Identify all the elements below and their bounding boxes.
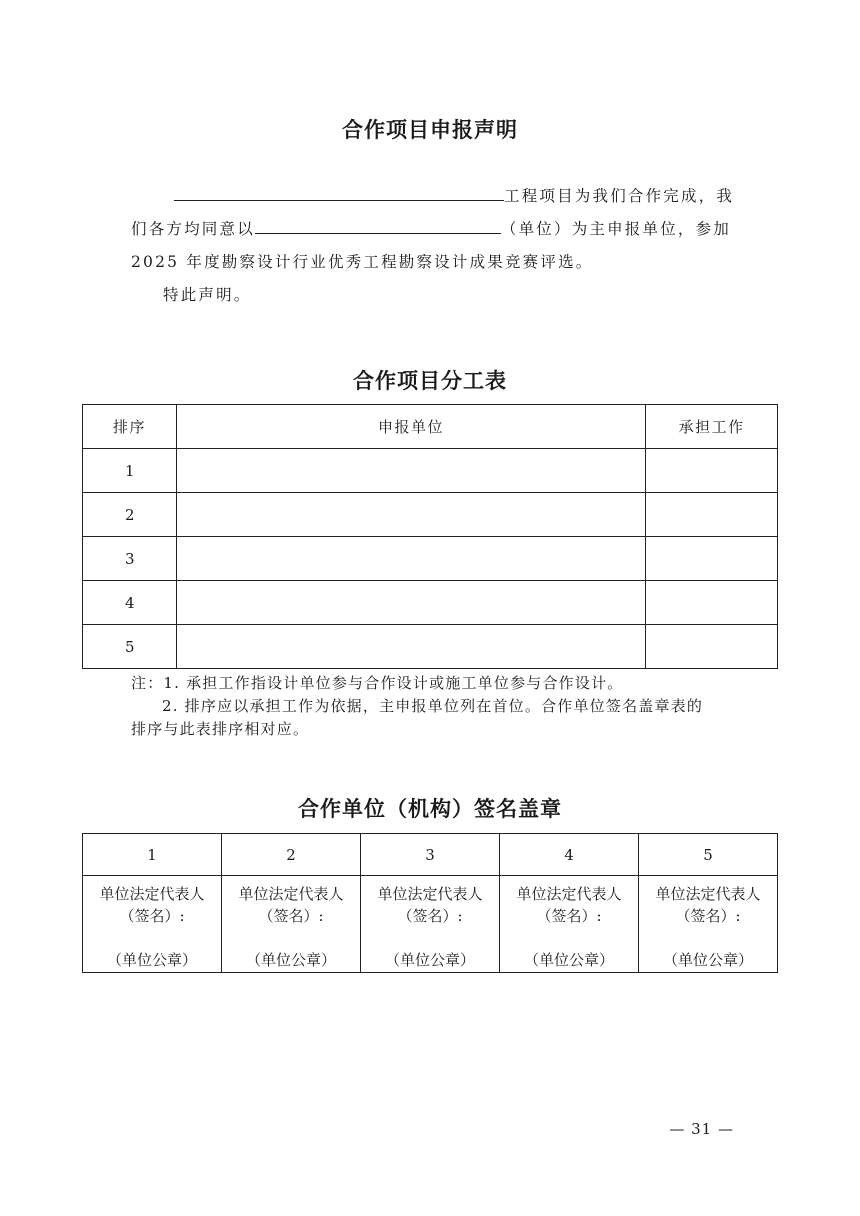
row-unit-cell[interactable] (176, 493, 645, 537)
sig-col-number: 4 (500, 834, 639, 876)
row-work-cell[interactable] (646, 581, 778, 625)
declaration-line-3: 2025 年度勘察设计行业优秀工程勘察设计成果竞赛评选。 (131, 253, 594, 271)
row-order: 4 (83, 581, 177, 625)
row-unit-cell[interactable] (176, 625, 645, 669)
sign-label: （签名）: (675, 907, 741, 925)
note-line-3: 排序与此表排序相对应。 (131, 720, 310, 738)
project-name-blank[interactable] (174, 182, 504, 201)
signature-table-title: 合作单位（机构）签名盖章 (298, 797, 562, 821)
sig-col-number: 3 (361, 834, 500, 876)
rep-label: 单位法定代表人 (238, 885, 344, 903)
seal-label: （单位公章） (523, 951, 614, 969)
signature-cell[interactable] (500, 876, 639, 973)
row-order: 5 (83, 625, 177, 669)
main-unit-blank[interactable] (255, 215, 501, 234)
note-line-2: 2. 排序应以承担工作为依据，主申报单位列在首位。合作单位签名盖章表的 (162, 697, 704, 715)
table-row (83, 493, 778, 537)
seal-label: （单位公章） (106, 951, 197, 969)
rep-label: 单位法定代表人 (516, 885, 622, 903)
row-unit-cell[interactable] (176, 449, 645, 493)
sign-label: （签名）: (258, 907, 324, 925)
rep-label: 单位法定代表人 (99, 885, 205, 903)
sign-label: （签名）: (119, 907, 185, 925)
table-row (83, 449, 778, 493)
row-work-cell[interactable] (646, 449, 778, 493)
seal-label: （单位公章） (662, 951, 753, 969)
signature-cell[interactable] (639, 876, 778, 973)
sign-label: （签名）: (536, 907, 602, 925)
signature-cell[interactable] (83, 876, 222, 973)
sig-col-number: 5 (639, 834, 778, 876)
header-order: 排序 (83, 405, 177, 449)
declaration-line-1 (174, 180, 734, 213)
declaration-title: 合作项目申报声明 (342, 118, 518, 142)
declaration-line-2 (131, 213, 731, 246)
division-table-title: 合作项目分工表 (353, 369, 507, 393)
sig-col-number: 1 (83, 834, 222, 876)
page-number: — 31 — (669, 1120, 734, 1138)
note-line-1: 注：1. 承担工作指设计单位参与合作设计或施工单位参与合作设计。 (131, 674, 624, 692)
declaration-line-2-suffix: （单位）为主申报单位，参加 (500, 220, 732, 238)
seal-label: （单位公章） (384, 951, 475, 969)
seal-label: （单位公章） (245, 951, 336, 969)
row-work-cell[interactable] (646, 537, 778, 581)
signature-table-header (83, 834, 778, 876)
division-table-header (83, 405, 778, 449)
division-table (82, 404, 778, 669)
signature-cell[interactable] (361, 876, 500, 973)
header-unit: 申报单位 (176, 405, 645, 449)
row-order: 1 (83, 449, 177, 493)
table-row (83, 625, 778, 669)
header-work: 承担工作 (646, 405, 778, 449)
sign-label: （签名）: (397, 907, 463, 925)
rep-label: 单位法定代表人 (655, 885, 761, 903)
declaration-line-1-text: 工程项目为我们合作完成，我 (504, 187, 735, 205)
signature-table (82, 833, 778, 973)
row-unit-cell[interactable] (176, 581, 645, 625)
declaration-line-4: 特此声明。 (163, 286, 252, 304)
declaration-line-2-prefix: 们各方均同意以 (131, 220, 255, 238)
table-row (83, 581, 778, 625)
signature-cell[interactable] (222, 876, 361, 973)
table-row (83, 537, 778, 581)
row-unit-cell[interactable] (176, 537, 645, 581)
row-order: 3 (83, 537, 177, 581)
row-work-cell[interactable] (646, 493, 778, 537)
row-order: 2 (83, 493, 177, 537)
row-work-cell[interactable] (646, 625, 778, 669)
signature-row (83, 876, 778, 973)
sig-col-number: 2 (222, 834, 361, 876)
rep-label: 单位法定代表人 (377, 885, 483, 903)
